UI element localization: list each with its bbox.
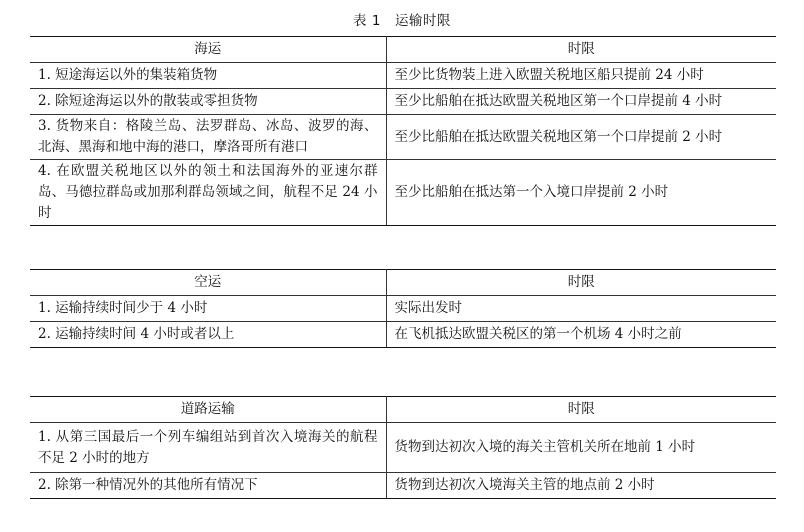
table-cell-condition: 2. 除第一种情况外的其他所有情况下 [30, 473, 386, 499]
table-header-row [30, 270, 776, 296]
table-cell-condition: 2. 除短途海运以外的散装或零担货物 [30, 89, 386, 115]
table-cell-condition: 2. 运输持续时间 4 小时或者以上 [30, 322, 386, 348]
table-cell-condition: 4. 在欧盟关税地区以外的领土和法国海外的亚速尔群岛、马德拉群岛或加那利群岛领域之间，航程不足 24 小时 [30, 160, 386, 226]
caption-title: 运输时限 [394, 13, 451, 29]
table-row [30, 322, 776, 348]
table-cell-time-limit: 实际出发时 [386, 296, 776, 322]
table-header-row [30, 37, 776, 63]
column-header-mode: 空运 [30, 270, 386, 296]
table-cell-condition: 1. 从第三国最后一个列车编组站到首次入境海关的航程不足 2 小时的地方 [30, 423, 386, 473]
table-row [30, 63, 776, 89]
column-header-time-limit: 时限 [386, 37, 776, 63]
sea-transport-table [30, 36, 776, 226]
table-cell-time-limit: 货物到达初次入境的海关主管机关所在地前 1 小时 [386, 423, 776, 473]
column-header-time-limit: 时限 [386, 270, 776, 296]
table-cell-time-limit: 在飞机抵达欧盟关税区的第一个机场 4 小时之前 [386, 322, 776, 348]
table-cell-time-limit: 至少比船舶在抵达欧盟关税地区第一个口岸提前 2 小时 [386, 115, 776, 160]
column-header-mode: 海运 [30, 37, 386, 63]
table-cell-time-limit: 至少比货物装上进入欧盟关税地区船只提前 24 小时 [386, 63, 776, 89]
table-cell-condition: 1. 运输持续时间少于 4 小时 [30, 296, 386, 322]
table-cell-time-limit: 货物到达初次入境海关主管的地点前 2 小时 [386, 473, 776, 499]
column-header-mode: 道路运输 [30, 397, 386, 423]
air-transport-table [30, 269, 776, 348]
table-caption [0, 9, 804, 29]
table-cell-condition: 3. 货物来自：格陵兰岛、法罗群岛、冰岛、波罗的海、北海、黑海和地中海的港口，摩洛哥所有港口 [30, 115, 386, 160]
column-header-time-limit: 时限 [386, 397, 776, 423]
table-cell-time-limit: 至少比船舶在抵达欧盟关税地区第一个口岸提前 4 小时 [386, 89, 776, 115]
table-row [30, 115, 776, 160]
road-transport-table [30, 396, 776, 499]
table-row [30, 160, 776, 226]
table-cell-condition: 1. 短途海运以外的集装箱货物 [30, 63, 386, 89]
caption-number: 表 1 [353, 13, 381, 29]
table-row [30, 473, 776, 499]
table-row [30, 89, 776, 115]
table-header-row [30, 397, 776, 423]
table-row [30, 296, 776, 322]
table-cell-time-limit: 至少比船舶在抵达第一个入境口岸提前 2 小时 [386, 160, 776, 226]
table-row [30, 423, 776, 473]
